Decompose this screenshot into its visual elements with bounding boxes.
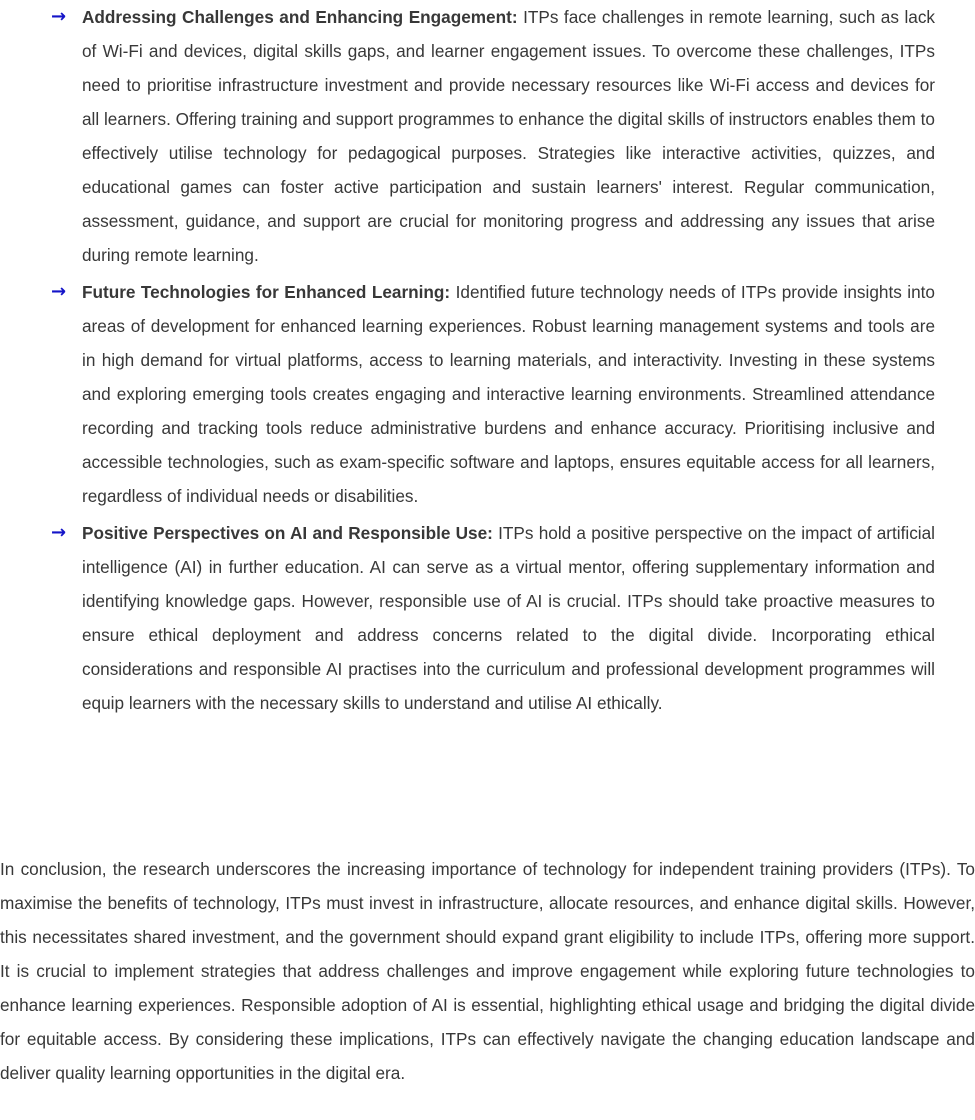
right-arrow-icon: → [51, 522, 67, 543]
list-item [0, 0, 935, 272]
conclusion-paragraph: In conclusion, the research underscores the increasing importance of technology for independent training providers (ITPs). To maximise the benefits of technology, ITPs must invest in infrastructure, allocate resources, and enhance digital skills. However, this necessitates shared investment, and the government should expand grant eligibility to include ITPs, offering more support. It is crucial to implement strategies that address challenges and improve engagement while exploring future technologies to enhance learning experiences. Responsible adoption of AI is essential, highlighting ethical usage and bridging the digital divide for equitable access. By considering these implications, ITPs can effectively navigate the changing education landscape and deliver quality learning opportunities in the digital era. [0, 859, 975, 1083]
bullet-text: ITPs hold a positive perspective on the impact of artificial intelligence (AI) in further education. AI can serve as a virtual mentor, offering supplementary information and identifying knowledge gaps. However, responsible use of AI is crucial. ITPs should take proactive measures to ensure ethical deployment and address concerns related to the digital divide. Incorporating ethical considerations and responsible AI practises into the curriculum and professional development programmes will equip learners with the necessary skills to understand and utilise AI ethically. [82, 523, 935, 713]
bullet-heading: Addressing Challenges and Enhancing Engagement: [82, 7, 518, 27]
bullet-heading: Future Technologies for Enhanced Learning: [82, 282, 451, 302]
bullet-text: ITPs face challenges in remote learning, such as lack of Wi-Fi and devices, digital skills gaps, and learner engagement issues. To overcome these challenges, ITPs need to prioritise infrastructure investment and provide necessary resources like Wi-Fi access and devices for all learners. Offering training and support programmes to enhance the digital skills of instructors enables them to effectively utilise technology for pedagogical purposes. Strategies like interactive activities, quizzes, and educational games can foster active participation and sustain learners' interest. Regular communication, assessment, guidance, and support are crucial for monitoring progress and addressing any issues that arise during remote learning. [82, 7, 936, 265]
right-arrow-icon: → [51, 281, 67, 302]
bullet-text: Identified future technology needs of ITPs provide insights into areas of development for enhanced learning experiences. Robust learning management systems and tools are in high demand for virtual platforms, access to learning materials, and interactivity. Investing in these systems and exploring emerging tools creates engaging and interactive learning environments. Streamlined attendance recording and tracking tools reduce administrative burdens and enhance accuracy. Prioritising inclusive and accessible technologies, such as exam-specific software and laptops, ensures equitable access for all learners, regardless of individual needs or disabilities. [82, 282, 935, 506]
right-arrow-icon: → [51, 6, 67, 27]
list-item [0, 516, 935, 720]
list-item [0, 275, 935, 513]
bullet-heading: Positive Perspectives on AI and Responsible Use: [82, 523, 493, 543]
